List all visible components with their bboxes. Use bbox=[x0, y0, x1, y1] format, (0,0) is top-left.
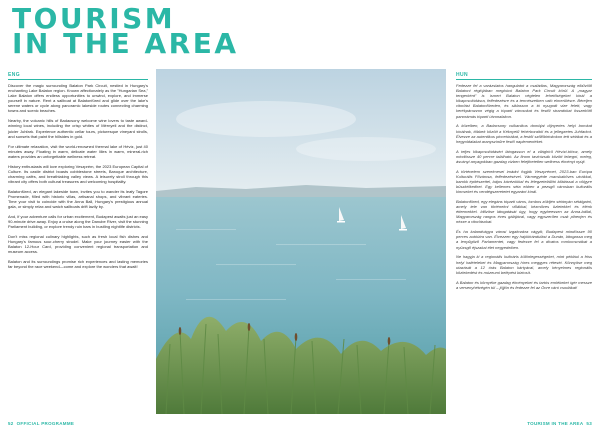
left-column-paragraph: And, if your adventure calls for urban excitement, Budapest awaits just an easy 90-minute drive away. Enjoy a cruise along the Danube River, visit the stunning Parliament building, or explore trendy ruin bars in bustling nightlife districts. bbox=[8, 213, 149, 230]
left-column-paragraph: Discover the magic surrounding Balaton Park Circuit, nestled in Hungary's enchanting Lake Balaton region. Known affectionately as the "Hungarian Sea," Lake Balaton offers endless opportunities to unwind, explore, and immerse yourself in nature. Rent a sailboat at Balatonfüred and glide over the lake's serene waters or cycle along panoramic lakeside routes connecting charming towns and scenic beaches. bbox=[8, 83, 148, 114]
right-column-paragraph: A Balaton és környéke gazdag élményeket és tartós emlékeket ígér messze a versenyhétvégén túl – jöjjön és fedezze fel az Önre váró csodákat! bbox=[456, 279, 592, 290]
right-page-footer bbox=[527, 421, 592, 426]
lake-balaton-photo bbox=[156, 69, 446, 414]
english-column-label: ENG bbox=[8, 72, 21, 78]
left-column-paragraph: For ultimate relaxation, visit the world-renowned thermal lake of Hévíz, just 40 minutes away. Floating in warm, delicate water lilies in warm, mineral-rich waters provides an unforgettable wellness retreat. bbox=[8, 143, 148, 159]
left-column-paragraph: History enthusiasts will love exploring Veszprém, the 2023 European Capital of Culture. Its castle district boasts cobblestone streets, Baroque architecture, charming cafés, and breathtaking valley views. A leisurely stroll through this vibrant city offers both cultural treasures and welcoming hospitality. bbox=[8, 163, 148, 184]
right-column-paragraph: Balatonfüred, egy elegáns tóparti város, lombos zöldjén sétányán sétálgatni, amely tele van történelmi villákkal, kézműves üzletekkel és élénk éttermekkel. Időzítse látogatását úgy, hogy egybeessen az Anna-bállal, Magyarország rangos éves gálájával, vagy egyszerűen csak pihenjen és nézze a vitorlásokat. bbox=[456, 198, 592, 225]
hungarian-column-rule bbox=[456, 79, 592, 80]
hungarian-column-label: HUN bbox=[456, 72, 469, 78]
right-column-paragraph: Fedezze fel a varázslatos hangulatot a családias, Magyarország elbűvölő Balatoni régiójában megbúvó Balaton Park Circuit körül. A „magyar tengerként” is ismert Balaton végtelen lehetőségeket kínál a kikapcsolódásra, felfedezésre és a természetben való elmerülésre. Béreljen vitorlást Balatonfüreden, és siklasson a tó nyugodt vize felett, vagy kerékpározzon végig a tóparti városokat és festői strandokat összekötő panorámás tóparti útvonalakon. bbox=[456, 83, 592, 119]
right-footer-label: TOURISM IN THE AREA bbox=[527, 421, 584, 426]
left-footer-label: OFFICIAL PROGRAMME bbox=[16, 421, 75, 426]
right-column-paragraph: És ha kalandvágya városi izgalmakra vágyik, Budapest mindössze 90 perces autóútra van. Élvezzen egy hajókirándulást a Dunán, látogassa meg a lenyűgöző Parlamentet, vagy fedezze fel a divatos romkocsmákat a nyüzsgő éjszakai élet negyedeiben. bbox=[456, 229, 592, 250]
left-page-footer bbox=[8, 421, 74, 426]
left-column-paragraph: Don't miss regional culinary highlights, such as fresh local fish dishes and Hungary's famous sour-cherry strudel. Make your journey easier with the Balaton 12-Hour Card, providing convenient regional transportation and museum access. bbox=[8, 234, 148, 255]
right-column-paragraph: Ne hagyja ki a regionális kulináris különlegességeket, mint például a friss helyi halételeket és Magyarország híres meggyes rétesét. Könnyítse meg utazását a 12 órás Balaton kártyával, amely kényelmes regionális közlekedést és múzeumi belépést biztosít. bbox=[456, 254, 592, 275]
english-column-rule bbox=[8, 79, 148, 80]
left-column-paragraph: Nearby, the volcanic hills of Badacsony welcome wine lovers to taste award-winning local wines, including the crisp whites of Mérnyeli and the distinct, juicier Juhfark. Experience authentic cellar tours, picturesque vineyard strolls, and sunsets that paint the hillsides in gold. bbox=[8, 118, 148, 139]
left-page-number: 52 bbox=[8, 421, 14, 426]
headline-line-2: IN THE AREA bbox=[12, 27, 239, 60]
right-page-number: 53 bbox=[586, 421, 592, 426]
right-column-paragraph: A történelem szerelmesei imádni fogják Veszprémet, 2023-ban Európa Kulturális Fővárosa, felfedezésével. Vármegyéde macskaköves utcákkal, barokk építészettel, bájos kávézókkal és lélegzetelállító kilátással a völgyre büszkélkedhet. Egy kellemes séta ebben a pezsgő városban kulturális kincseket és vendégszeretetet egyaránt kínál. bbox=[456, 168, 592, 195]
left-column-paragraph: Balaton and its surroundings promise rich experiences and lasting memories far beyond the race weekend—come and explore the wonders that await! bbox=[8, 259, 148, 270]
english-column-text bbox=[8, 83, 148, 274]
right-column-paragraph: A közelben, a Badacsony vulkanikus dombjai díjnyertes helyi borokat kínálnak, többek között a Kéknyelű fehérboraitól és a jellegzetes Juhfarkot. Élvezze az autentikus pincetúrákat, a festői szőlőbirtokokon tett sétákat és a hegyoldalakat aranyszínűre festő naplementéket. bbox=[456, 123, 592, 144]
lake-photo-illustration bbox=[156, 69, 446, 414]
page-headline bbox=[12, 2, 239, 60]
headline-line-1: TOURISM bbox=[12, 2, 176, 35]
left-column-paragraph: Balatonfüred, an elegant lakeside town, invites you to wander its leafy Tagore Promenade, filled with historic villas, artisanal shops, and vibrant eateries. Time your visit to coincide with the Anna Ball, Hungary's prestigious annual gala, or simply relax and watch sailboats drift lazily by. bbox=[8, 188, 148, 210]
right-column-paragraph: A teljes kikapcsolódásért látogasson el a világhírű Hévízi-tóhoz, amely mindössze 40 percre található. Az finom tavirózsák között lebegni, meleg, ásványi anyagokban gazdag vízben felejthetetlen wellness élményt nyújt. bbox=[456, 148, 592, 164]
hungarian-column-text bbox=[456, 83, 592, 295]
